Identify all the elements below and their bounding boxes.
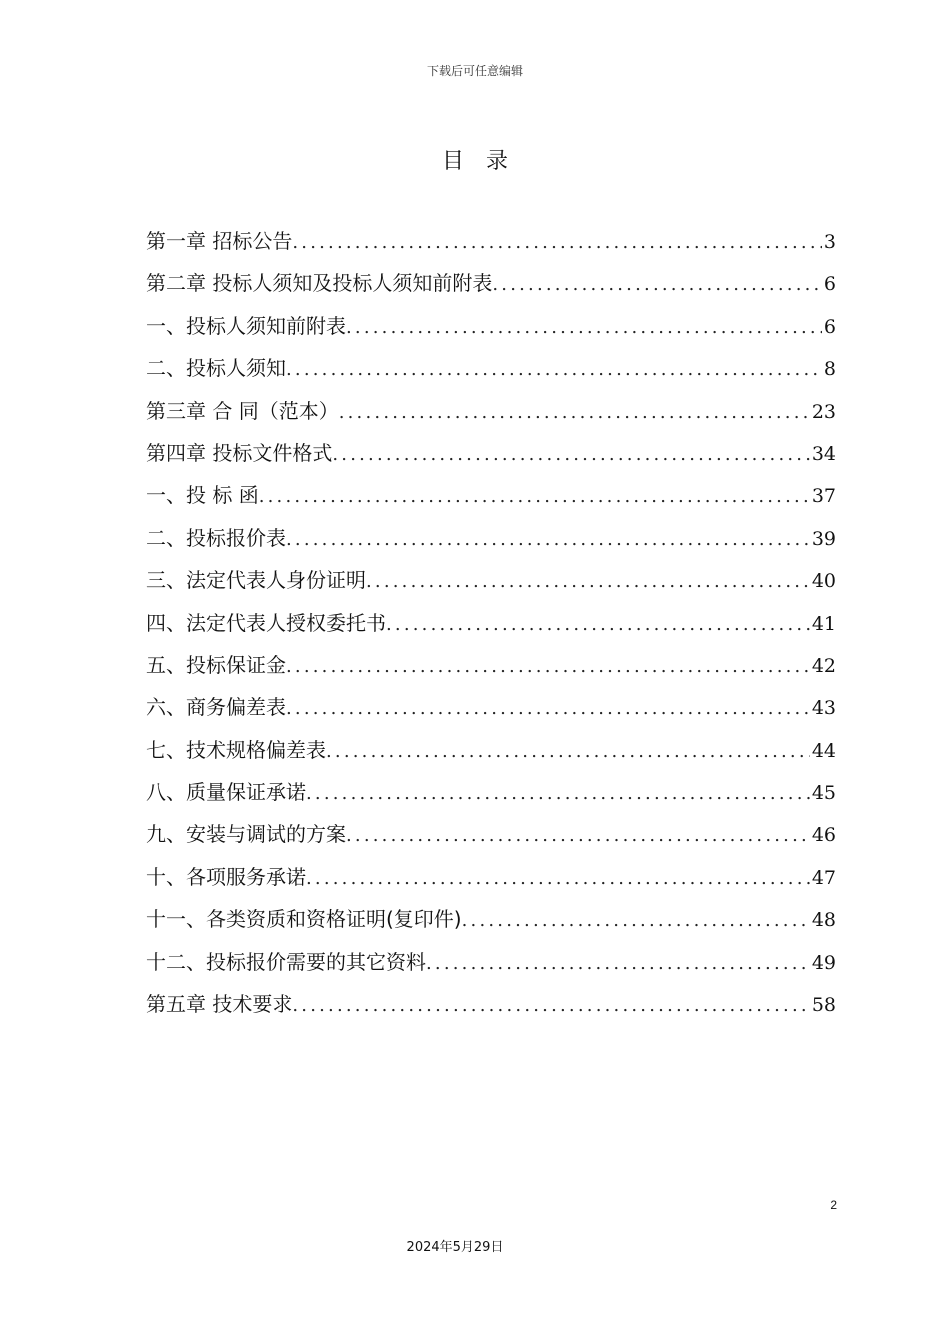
toc-entry[interactable] bbox=[146, 771, 836, 813]
toc-entry-page: 47 bbox=[811, 866, 836, 889]
toc-dot-leader bbox=[326, 731, 810, 771]
toc-entry-label: 八、质量保证承诺 bbox=[146, 780, 306, 805]
toc-entry-page: 39 bbox=[811, 527, 836, 550]
toc-entry[interactable] bbox=[146, 347, 836, 389]
toc-dot-leader bbox=[346, 307, 822, 347]
toc-entry[interactable] bbox=[146, 644, 836, 686]
toc-dot-leader bbox=[462, 900, 810, 940]
toc-entry-label: 第四章 投标文件格式 bbox=[146, 440, 333, 465]
toc-dot-leader bbox=[286, 519, 810, 559]
toc-dot-leader bbox=[292, 985, 809, 1025]
toc-entry[interactable] bbox=[146, 262, 836, 304]
toc-entry[interactable] bbox=[146, 898, 836, 940]
toc-entry-label: 第五章 技术要求 bbox=[146, 992, 293, 1017]
toc-entry-label: 十二、投标报价需要的其它资料 bbox=[146, 949, 426, 974]
toc-entry-label: 一、投 标 函 bbox=[146, 483, 259, 508]
toc-entry[interactable] bbox=[146, 305, 836, 347]
toc-entry[interactable] bbox=[146, 432, 836, 474]
toc-entry-page: 3 bbox=[823, 231, 836, 253]
toc-entry-label: 十一、各类资质和资格证明(复印件) bbox=[146, 907, 462, 932]
toc-entry-page: 37 bbox=[811, 485, 836, 508]
toc-dot-leader bbox=[306, 858, 810, 898]
toc-entry-page: 40 bbox=[811, 570, 836, 593]
toc-entry-page: 44 bbox=[811, 739, 836, 762]
toc-entry-page: 6 bbox=[823, 315, 836, 338]
toc-entry[interactable] bbox=[146, 517, 836, 559]
toc-dot-leader bbox=[339, 392, 810, 432]
toc-entry[interactable] bbox=[146, 941, 836, 983]
toc-dot-leader bbox=[332, 434, 809, 474]
toc-entry-page: 46 bbox=[811, 824, 836, 847]
toc-entry-label: 六、商务偏差表 bbox=[146, 695, 286, 720]
toc-entry-page: 42 bbox=[811, 654, 836, 677]
toc-entry-label: 九、安装与调试的方案 bbox=[146, 822, 346, 847]
toc-entry-label: 第三章 合 同（范本） bbox=[146, 398, 339, 423]
toc-dot-leader bbox=[366, 561, 810, 601]
toc-entry-page: 41 bbox=[811, 612, 836, 635]
toc-dot-leader bbox=[346, 815, 810, 855]
toc-dot-leader bbox=[306, 773, 810, 813]
toc-entry-page: 48 bbox=[811, 909, 836, 932]
header-note: 下载后可任意编辑 bbox=[426, 64, 523, 78]
toc-entry[interactable] bbox=[146, 813, 836, 855]
toc-entry-page: 23 bbox=[811, 400, 836, 423]
toc-entry-page: 34 bbox=[811, 442, 836, 465]
page-number: 2 bbox=[830, 1198, 837, 1212]
toc-entry-page: 43 bbox=[811, 697, 836, 720]
toc-entry-label: 五、投标保证金 bbox=[146, 652, 286, 677]
toc-entry[interactable] bbox=[146, 602, 836, 644]
toc-entry-label: 七、技术规格偏差表 bbox=[146, 737, 326, 762]
toc-dot-leader bbox=[286, 688, 810, 728]
toc-entry[interactable] bbox=[146, 220, 836, 262]
toc-dot-leader bbox=[286, 646, 810, 686]
toc-entry-label: 一、投标人须知前附表 bbox=[146, 313, 346, 338]
toc-entry[interactable] bbox=[146, 729, 836, 771]
toc-title: 目录 bbox=[441, 149, 530, 174]
toc-dot-leader bbox=[259, 476, 810, 516]
toc-entry[interactable] bbox=[146, 559, 836, 601]
toc-entry-page: 8 bbox=[823, 358, 836, 381]
toc-entry[interactable] bbox=[146, 856, 836, 898]
toc-dot-leader bbox=[286, 349, 822, 389]
toc-entry[interactable] bbox=[146, 686, 836, 728]
toc-entry-page: 49 bbox=[811, 951, 836, 974]
toc-entry[interactable] bbox=[146, 474, 836, 516]
toc-entry-label: 第一章 招标公告 bbox=[146, 229, 293, 253]
toc-dot-leader bbox=[292, 222, 822, 262]
toc-entry-label: 第二章 投标人须知及投标人须知前附表 bbox=[146, 271, 493, 296]
toc-entry-label: 三、法定代表人身份证明 bbox=[146, 568, 366, 593]
toc-list bbox=[146, 220, 836, 1025]
toc-entry-page: 6 bbox=[823, 273, 836, 296]
toc-entry[interactable] bbox=[146, 390, 836, 432]
footer-date: 2024年5月29日 bbox=[406, 1240, 504, 1255]
toc-entry-label: 十、各项服务承诺 bbox=[146, 864, 306, 889]
toc-entry-page: 45 bbox=[811, 782, 836, 805]
toc-entry-label: 四、法定代表人授权委托书 bbox=[146, 610, 386, 635]
toc-entry-label: 二、投标报价表 bbox=[146, 525, 286, 550]
toc-entry[interactable] bbox=[146, 983, 836, 1025]
toc-dot-leader bbox=[492, 264, 822, 304]
toc-entry-page: 58 bbox=[811, 994, 836, 1017]
toc-dot-leader bbox=[386, 604, 810, 644]
toc-entry-label: 二、投标人须知 bbox=[146, 356, 286, 381]
toc-dot-leader bbox=[426, 943, 810, 983]
